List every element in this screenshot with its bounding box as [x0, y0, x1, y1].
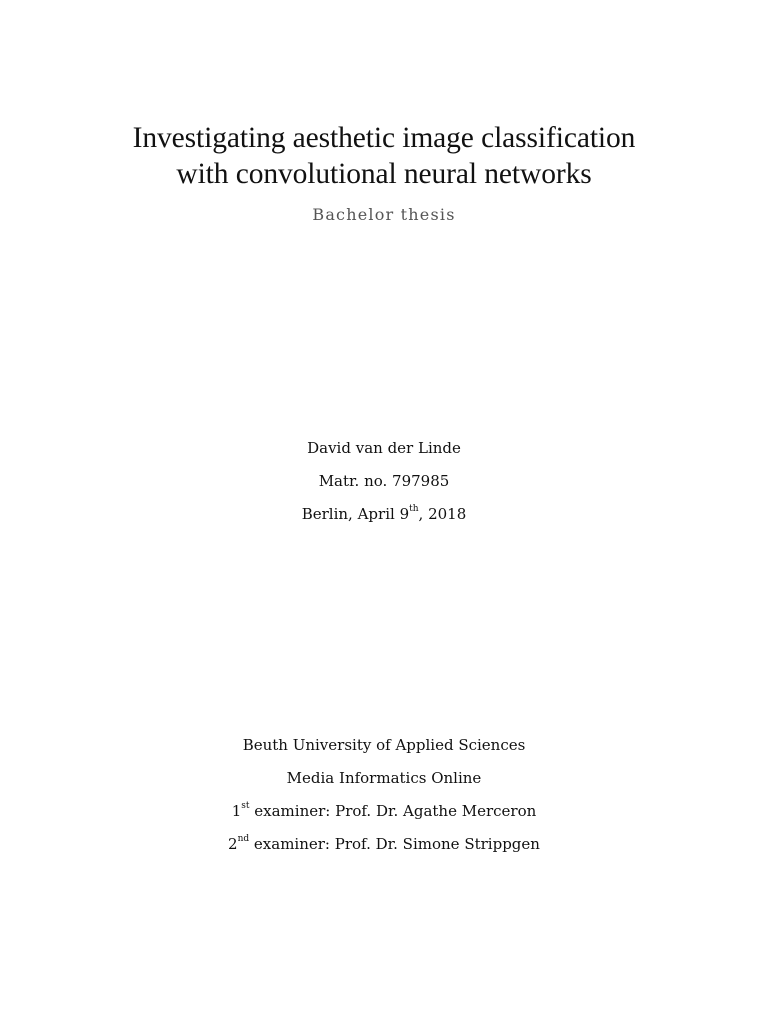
- program-name: Media Informatics Online: [286, 769, 482, 787]
- first-examiner: [0, 795, 768, 828]
- thesis-title: [0, 120, 768, 192]
- second-examiner-text: examiner: Prof. Dr. Simone Strippgen: [249, 835, 540, 853]
- title-line-2: with convolutional neural networks: [176, 158, 592, 190]
- first-examiner-text: examiner: Prof. Dr. Agathe Merceron: [249, 802, 537, 820]
- title-line-1: Investigating aesthetic image classification: [132, 122, 636, 154]
- first-examiner-suffix: st: [241, 801, 250, 811]
- second-examiner: [0, 828, 768, 861]
- submission-date: [0, 498, 768, 531]
- institution-block: [0, 729, 768, 861]
- date-prefix: Berlin, April 9: [301, 505, 410, 523]
- second-examiner-ordinal: 2: [228, 835, 238, 853]
- first-examiner-ordinal: 1: [231, 802, 242, 820]
- date-year: , 2018: [418, 505, 467, 523]
- second-examiner-suffix: nd: [237, 834, 250, 844]
- university-name: Beuth University of Applied Sciences: [242, 736, 526, 754]
- matriculation-number: Matr. no. 797985: [318, 472, 450, 490]
- thesis-subtitle: Bachelor thesis: [312, 205, 456, 224]
- date-ordinal-suffix: th: [409, 504, 419, 514]
- author-name: David van der Linde: [307, 439, 461, 457]
- author-block: [0, 432, 768, 531]
